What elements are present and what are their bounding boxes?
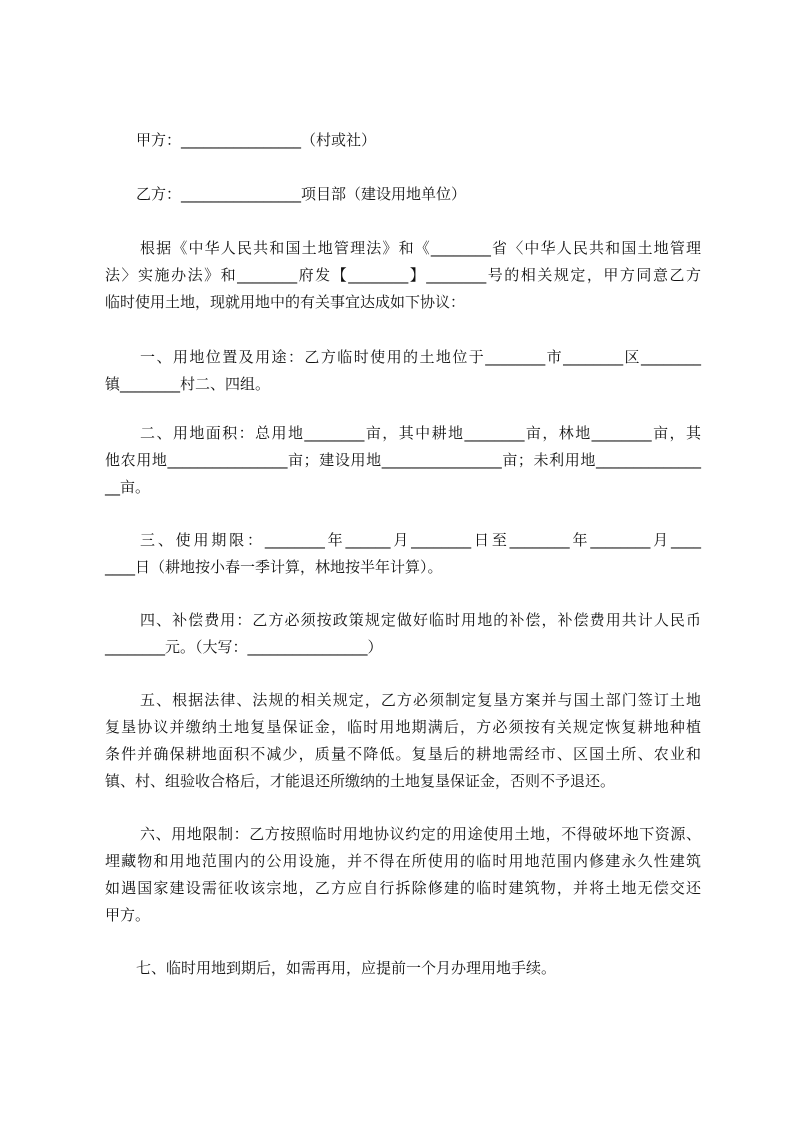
clause-line: ________元。（大写：________________） — [105, 638, 383, 656]
clause-line: 四、补偿费用：乙方必须按政策规定做好临时用地的补偿，补偿费用共计人民币 — [140, 611, 701, 629]
clause-line: 五、根据法律、法规的相关规定，乙方必须制定复垦方案并与国土部门签订土地 — [140, 691, 701, 709]
clause-line: 二、用地面积：总用地________亩，其中耕地________亩，林地________亩，其 — [140, 424, 701, 442]
clause-line: 三、使用期限：________年______月________日至________年________月____ — [140, 531, 701, 549]
clause-line: 甲方。 — [105, 906, 151, 924]
party-b-text: 乙方：________________项目部（建设用地单位） — [136, 185, 467, 203]
clause-line: 一、用地位置及用途：乙方临时使用的土地位于________市________区________ — [140, 348, 701, 366]
clause-line: ____日（耕地按小春一季计算，林地按半年计算）。 — [105, 558, 443, 576]
clause-line: 如遇国家建设需征收该宗地，乙方应自行拆除修建的临时建筑物，并将土地无偿交还 — [105, 879, 701, 897]
clause-line: 镇________村二、四组。 — [105, 375, 271, 393]
party-a-text: 甲方：________________（村或社） — [136, 131, 377, 149]
preamble-line: 临时使用土地，现就用地中的有关事宜达成如下协议： — [105, 293, 466, 311]
clause-line: 镇、村、组验收合格后，才能退还所缴纳的土地复垦保证金，否则不予退还。 — [105, 772, 616, 790]
clause-line: 埋藏物和用地范围内的公用设施，并不得在所使用的临时用地范围内修建永久性建筑 — [105, 852, 701, 870]
clause-line: __亩。 — [105, 478, 151, 496]
clause-line: 条件并确保耕地面积不减少，质量不降低。复垦后的耕地需经市、区国土所、农业和 — [105, 745, 701, 763]
party-b-line — [136, 184, 732, 204]
preamble-line: 法〉实施办法》和________府发【________】________号的相关规定，甲方同意乙方 — [105, 266, 701, 284]
clause-line: 六、用地限制：乙方按照临时用地协议约定的用途使用土地，不得破坏地下资源、 — [140, 825, 701, 843]
clause-line: 七、临时用地到期后，如需再用，应提前一个月办理用地手续。 — [136, 959, 557, 977]
preamble-line: 根据《中华人民共和国土地管理法》和《________省〈中华人民共和国土地管理 — [140, 239, 701, 257]
clause-line: 他农用地________________亩；建设用地________________亩；未利用地______________ — [105, 451, 701, 469]
party-a-line — [136, 130, 732, 150]
clause-line: 复垦协议并缴纳土地复垦保证金，临时用地期满后，方必须按有关规定恢复耕地种植 — [105, 718, 701, 736]
